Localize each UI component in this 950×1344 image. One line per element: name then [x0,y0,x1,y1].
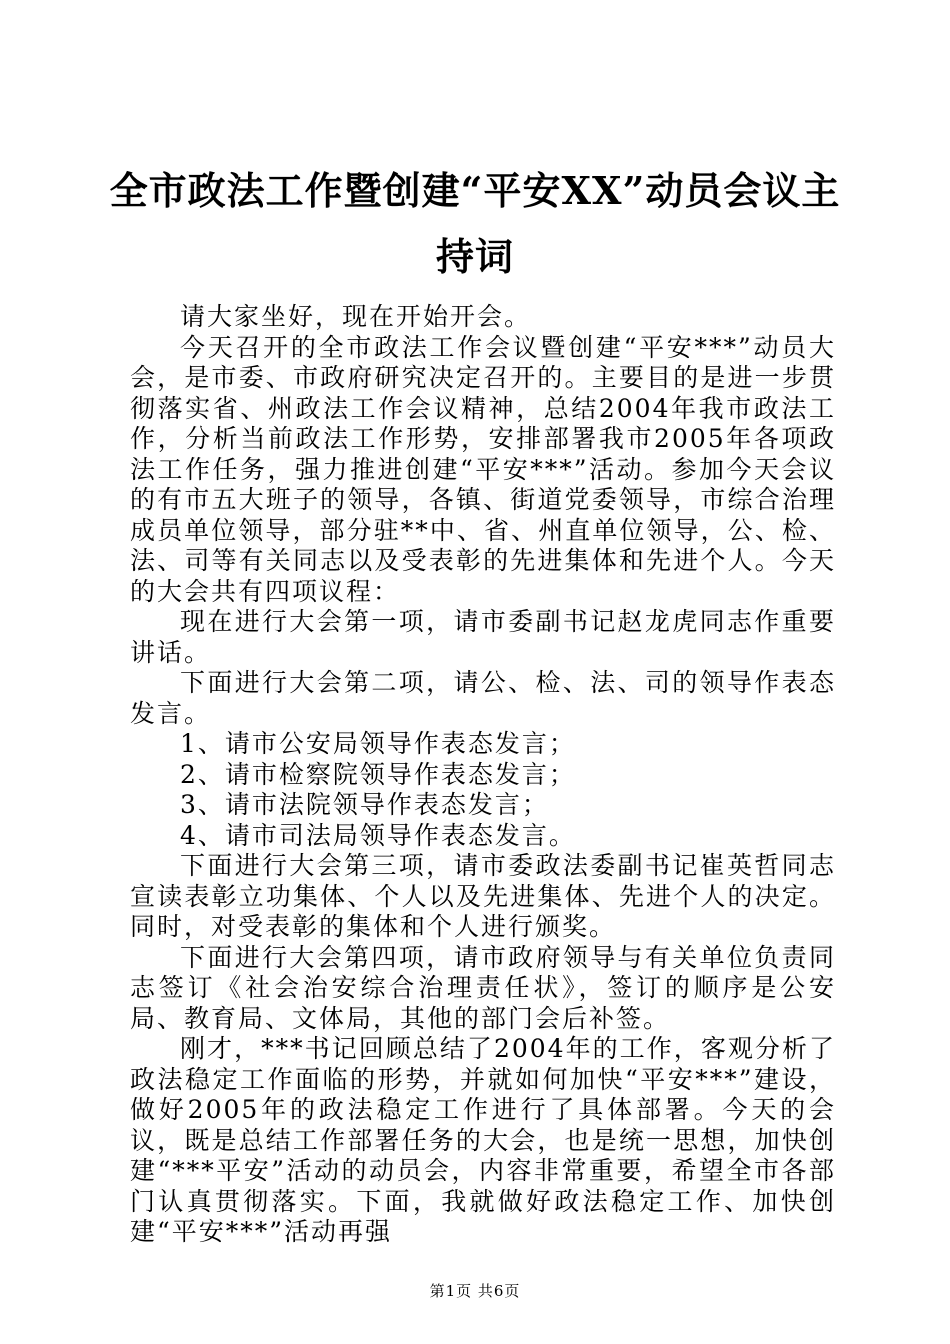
document-title: 全市政法工作暨创建“平安XX”动员会议主持词 [109,168,841,279]
list-item: 3、请市法院领导作表态发言； [180,790,549,819]
paragraph: 下面进行大会第三项，请市委政法委副书记崔英哲同志宣读表彰立功集体、个人以及先进集体、先进个人的决定。同时，对受表彰的集体和个人进行颁奖。 [130,851,836,941]
paragraph: 下面进行大会第四项，请市政府领导与有关单位负责同志签订《社会治安综合治理责任状》，签订的顺序是公安局、教育局、文体局，其他的部门会后补签。 [130,942,836,1033]
paragraph: 刚才，***书记回顾总结了2004年的工作，客观分析了政法稳定工作面临的形势，并就如何加快“平安***”建设，做好2005年的政法稳定工作进行了具体部署。今天的会议，既是总结工作部署任务的大会，也是统一思想，加快创建“***平安”活动的动员会，内容非常重要，希望全市各部门认真贯彻落实。下面，我就做好政法稳定工作、加快创建“平安***”活动再强 [130,1034,836,1246]
paragraph: 今天召开的全市政法工作会议暨创建“平安***”动员大会，是市委、市政府研究决定召开的。主要目的是进一步贯彻落实省、州政法工作会议精神，总结2004年我市政法工作，分析当前政法工作形势，安排部署我市2005年各项政法工作任务，强力推进创建“平安***”活动。参加今天会议的有市五大班子的领导，各镇、街道党委领导，市综合治理成员单位领导，部分驻**中、省、州直单位领导，公、检、法、司等有关同志以及受表彰的先进集体和先进个人。今天的大会共有四项议程： [130,332,836,606]
list-item: 4、请市司法局领导作表态发言。 [180,820,576,850]
page-footer: 第1页 共6页 [429,1282,521,1300]
paragraph: 请大家坐好，现在开始开会。 [180,302,532,331]
paragraph: 现在进行大会第一项，请市委副书记赵龙虎同志作重要讲话。 [130,607,836,667]
document-body [130,302,836,1248]
paragraph: 下面进行大会第二项，请公、检、法、司的领导作表态发言。 [130,668,836,728]
list-item: 1、请市公安局领导作表态发言； [180,729,576,758]
list-item: 2、请市检察院领导作表态发言； [180,759,576,789]
